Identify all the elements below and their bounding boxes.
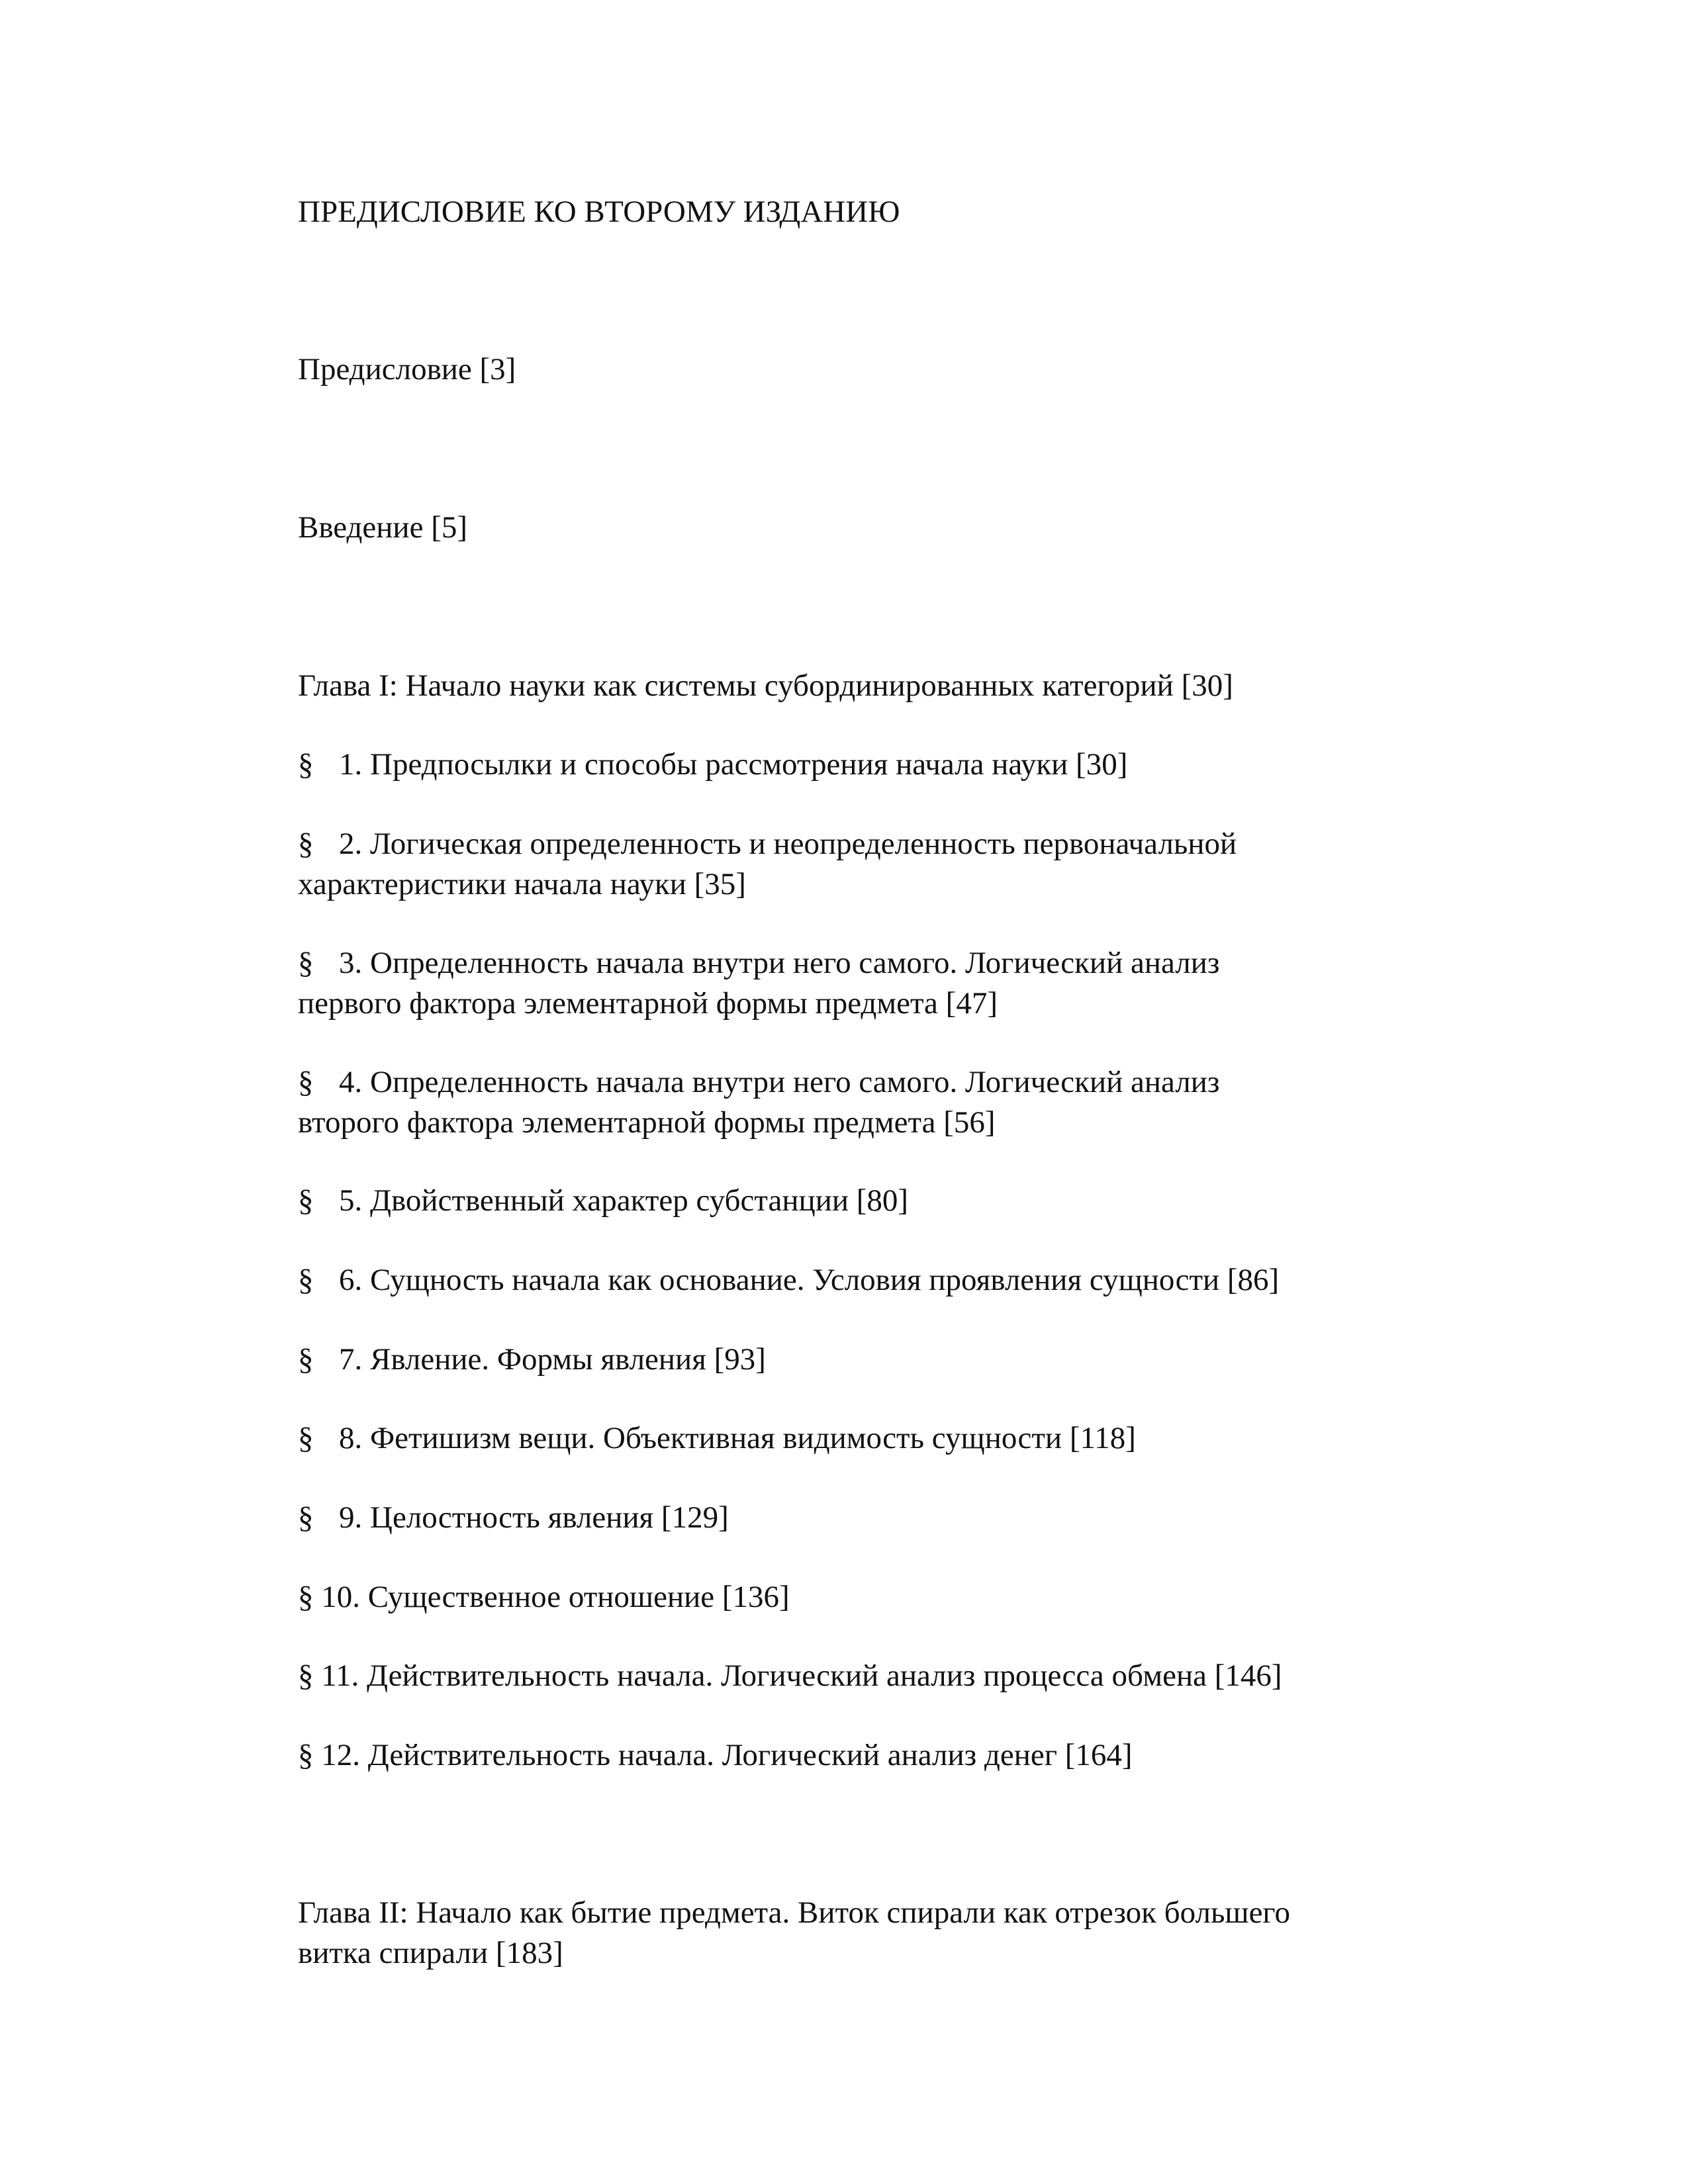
section-6-text: 6. Сущность начала как основание. Условия проявления сущности [86] [339, 1263, 1280, 1297]
toc-introduction [298, 508, 1383, 548]
section-2-text-line1: 2. Логическая определенность и неопределенность первоначальной [339, 827, 1237, 861]
section-7-text: 7. Явление. Формы явления [93] [339, 1342, 766, 1377]
section-mark: § [298, 747, 314, 782]
toc-section-1 [298, 745, 1383, 785]
section-8-text: 8. Фетишизм вещи. Объективная видимость сущности [118] [339, 1421, 1136, 1455]
toc-section-5 [298, 1181, 1383, 1221]
introduction-text: Введение [5] [298, 510, 467, 545]
toc-section-9 [298, 1498, 1383, 1538]
section-11-text: 11. Действительность начала. Логический анализ процесса обмена [146] [321, 1659, 1282, 1693]
toc-chapter-1 [298, 666, 1383, 706]
section-mark: § [298, 1065, 314, 1099]
section-mark: § [298, 1421, 314, 1455]
section-3-text-line1: 3. Определенность начала внутри него самого. Логический анализ [339, 946, 1220, 980]
section-3-text-line2: первого фактора элементарной формы предмета [47] [298, 986, 998, 1021]
toc-section-6 [298, 1260, 1383, 1300]
toc-section-8 [298, 1418, 1383, 1459]
section-4-text-line2: второго фактора элементарной формы предмета [56] [298, 1105, 996, 1140]
section-mark: § [298, 1659, 314, 1693]
heading-text: ПРЕДИСЛОВИЕ КО ВТОРОМУ ИЗДАНИЮ [298, 195, 900, 229]
chapter-2-title-line2: витка спирали [183] [298, 1936, 563, 1970]
toc-section-12 [298, 1735, 1383, 1776]
chapter-2-title-line1: Глава II: Начало как бытие предмета. Виток спирали как отрезок большего [298, 1895, 1291, 1930]
toc-preface [298, 349, 1383, 390]
toc-section-4 [298, 1062, 1383, 1143]
toc-section-11 [298, 1656, 1383, 1696]
toc-section-2 [298, 824, 1383, 905]
section-9-text: 9. Целостность явления [129] [339, 1500, 729, 1535]
section-5-text: 5. Двойственный характер субстанции [80] [339, 1183, 909, 1218]
toc-section-10 [298, 1577, 1383, 1617]
toc-section-3 [298, 943, 1383, 1024]
section-10-text: 10. Существенное отношение [136] [321, 1580, 790, 1614]
section-12-text: 12. Действительность начала. Логический анализ денег [164] [321, 1738, 1133, 1772]
section-mark: § [298, 1738, 314, 1772]
document-heading [298, 192, 1383, 232]
section-mark: § [298, 1263, 314, 1297]
section-1-text: 1. Предпосылки и способы рассмотрения начала науки [30] [339, 747, 1128, 782]
toc-section-7 [298, 1340, 1383, 1380]
section-mark: § [298, 1183, 314, 1218]
section-mark: § [298, 1580, 314, 1614]
toc-chapter-2 [298, 1893, 1383, 1974]
section-mark: § [298, 827, 314, 861]
preface-text: Предисловие [3] [298, 352, 516, 387]
section-2-text-line2: характеристики начала науки [35] [298, 867, 746, 901]
section-4-text-line1: 4. Определенность начала внутри него самого. Логический анализ [339, 1065, 1220, 1099]
section-mark: § [298, 946, 314, 980]
chapter-1-title: Глава I: Начало науки как системы субординированных категорий [30] [298, 668, 1233, 703]
section-mark: § [298, 1500, 314, 1535]
section-mark: § [298, 1342, 314, 1377]
